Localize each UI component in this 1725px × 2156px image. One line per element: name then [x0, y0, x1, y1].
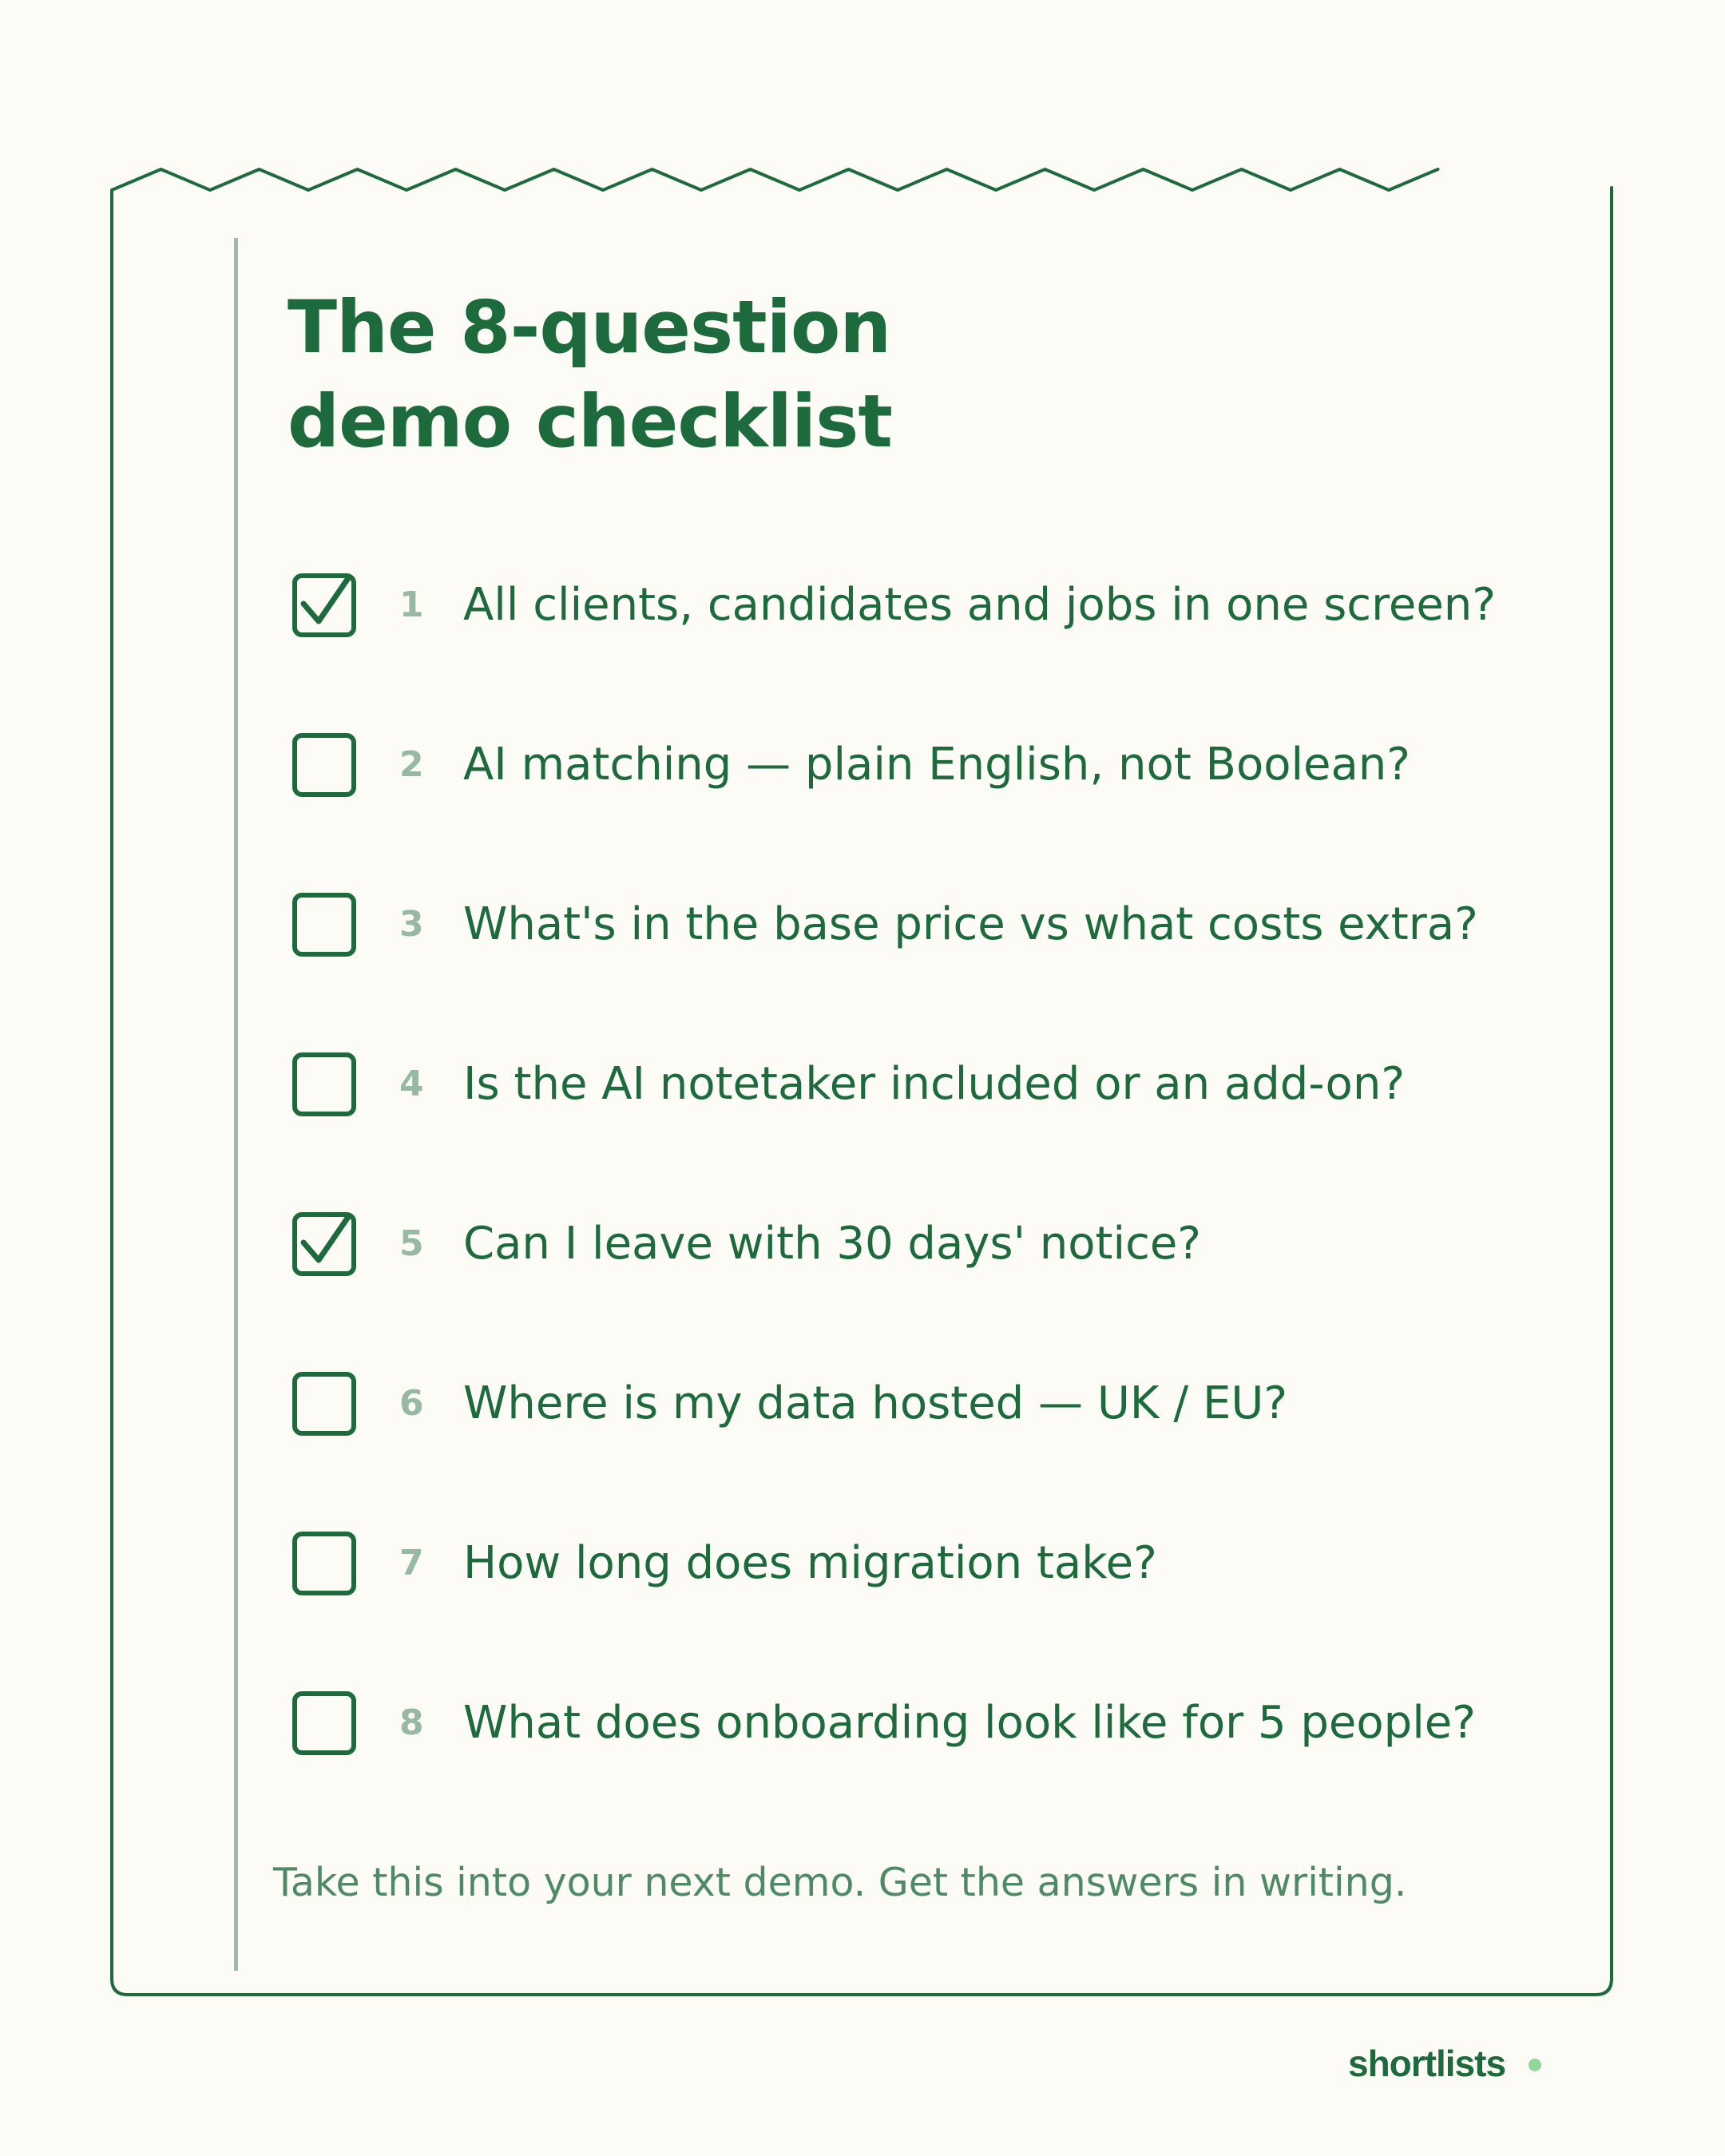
item-question: What's in the base price vs what costs extra? — [463, 898, 1478, 950]
checkbox-checked-icon[interactable] — [292, 573, 356, 637]
checkbox-empty-icon[interactable] — [292, 1052, 356, 1116]
title-line-2: demo checklist — [288, 380, 892, 464]
checklist-item — [292, 569, 1602, 641]
checkbox-empty-icon[interactable] — [292, 733, 356, 797]
item-question: What does onboarding look like for 5 people? — [463, 1697, 1476, 1749]
title-line-1: The 8-question — [288, 286, 891, 370]
checklist-item — [292, 1687, 1602, 1759]
checklist-item — [292, 889, 1602, 961]
notepad-margin-rule — [234, 238, 238, 1971]
item-number: 6 — [399, 1383, 424, 1424]
item-question: Is the AI notetaker included or an add-on? — [463, 1058, 1406, 1110]
item-question: AI matching — plain English, not Boolean? — [463, 739, 1411, 791]
item-number: 2 — [399, 744, 424, 785]
brand-logo-text: shortlists — [1348, 2043, 1506, 2084]
item-number: 5 — [399, 1223, 424, 1264]
item-number: 3 — [399, 904, 424, 945]
checkbox-empty-icon[interactable] — [292, 1691, 356, 1755]
checkbox-checked-icon[interactable] — [292, 1212, 356, 1276]
item-number: 8 — [399, 1702, 424, 1743]
checklist-item — [292, 1368, 1602, 1440]
item-question: Where is my data hosted — UK / EU? — [463, 1377, 1288, 1429]
item-number: 7 — [399, 1543, 424, 1583]
item-number: 1 — [399, 585, 424, 625]
item-question: Can I leave with 30 days' notice? — [463, 1218, 1202, 1270]
page-title — [288, 281, 892, 470]
checklist-item — [292, 1048, 1602, 1120]
checkbox-empty-icon[interactable] — [292, 1532, 356, 1595]
brand-dot-icon — [1529, 2059, 1541, 2071]
item-number: 4 — [399, 1064, 424, 1104]
footer-note: Take this into your next demo. Get the answers in writing. — [273, 1860, 1407, 1905]
checklist-item — [292, 729, 1602, 801]
checkbox-empty-icon[interactable] — [292, 1372, 356, 1436]
checklist-item — [292, 1208, 1602, 1280]
item-question: How long does migration take? — [463, 1537, 1157, 1589]
checklist-item — [292, 1528, 1602, 1599]
item-question: All clients, candidates and jobs in one screen? — [463, 579, 1497, 631]
checkbox-empty-icon[interactable] — [292, 893, 356, 957]
